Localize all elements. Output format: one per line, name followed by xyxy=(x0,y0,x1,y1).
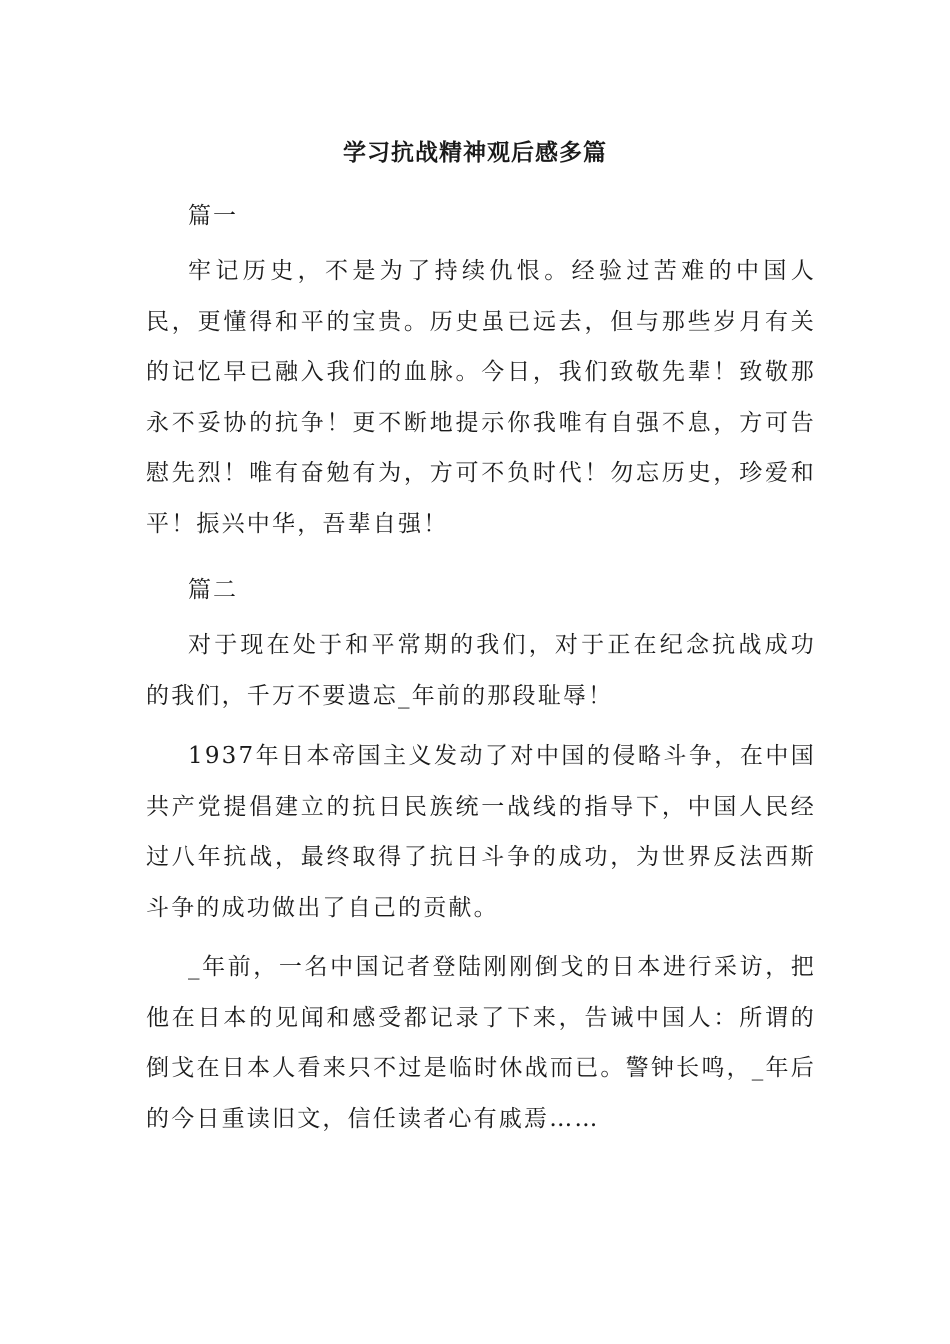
section-2-paragraph-3 xyxy=(146,942,816,1144)
section-heading-2: 篇二 xyxy=(188,577,238,603)
document-title: 学习抗战精神观后感多篇 xyxy=(343,139,607,166)
section-heading-1: 篇一 xyxy=(188,203,238,229)
section-2-paragraph-2 xyxy=(146,731,816,933)
paragraph: 牢记历史，不是为了持续仇恨。经验过苦难的中国人民，更懂得和平的宝贵。历史虽已远去，但与那些岁月有关的记忆早已融入我们的血脉。今日，我们致敬先辈！致敬那永不妥协的抗争！更不断地提示你我唯有自强不息，方可告慰先烈！唯有奋勉有为，方可不负时代！勿忘历史，珍爱和平！振兴中华，吾辈自强！ xyxy=(146,258,816,537)
section-1-paragraph xyxy=(146,246,816,549)
paragraph: 1937年日本帝国主义发动了对中国的侵略斗争，在中国共产党提倡建立的抗日民族统一战线的指导下，中国人民经过八年抗战，最终取得了抗日斗争的成功，为世界反法西斯斗争的成功做出了自己的贡献。 xyxy=(146,743,816,921)
paragraph: _年前，一名中国记者登陆刚刚倒戈的日本进行采访，把他在日本的见闻和感受都记录了下来，告诫中国人：所谓的倒戈在日本人看来只不过是临时休战而已。警钟长鸣，_年后的今日重读旧文，信任读者心有戚焉…… xyxy=(146,954,816,1132)
paragraph: 对于现在处于和平常期的我们，对于正在纪念抗战成功的我们，千万不要遗忘_年前的那段耻辱！ xyxy=(146,632,816,709)
section-2-paragraph-1 xyxy=(146,620,816,721)
